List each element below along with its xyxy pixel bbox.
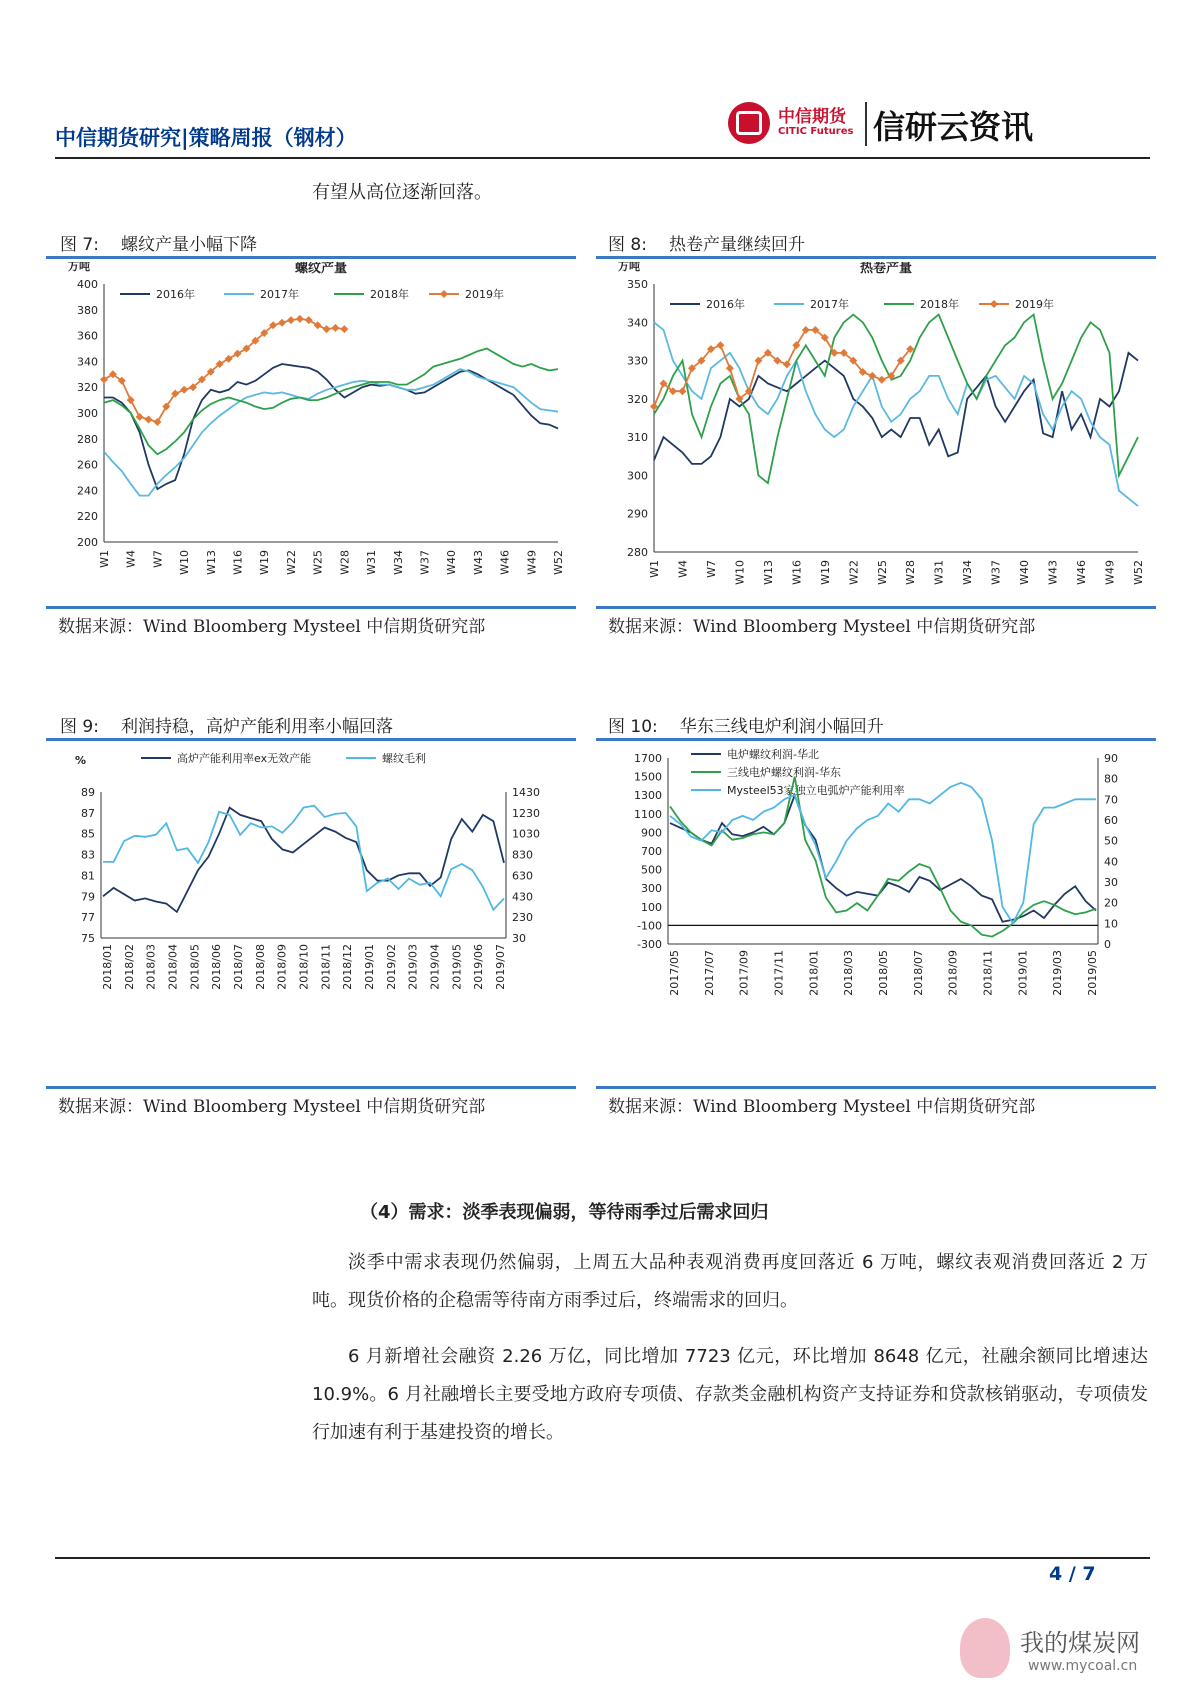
figure-rule bbox=[596, 606, 1156, 609]
left-tick-label: 1300 bbox=[634, 789, 662, 803]
figure-rule bbox=[596, 256, 1156, 259]
x-tick-label: W37 bbox=[989, 560, 1003, 585]
x-tick-label: W43 bbox=[471, 550, 485, 575]
legend-label: Mysteel53家独立电弧炉产能利用率 bbox=[727, 784, 905, 797]
x-tick-label: 2019/03 bbox=[406, 944, 420, 990]
x-tick-label: 2018/02 bbox=[122, 944, 136, 990]
series-line bbox=[104, 369, 558, 496]
x-tick-label: 2018/09 bbox=[275, 944, 289, 990]
x-tick-label: W49 bbox=[1103, 560, 1117, 585]
legend-label: 2019年 bbox=[465, 288, 504, 301]
y-tick-label: 340 bbox=[627, 316, 648, 330]
right-tick-label: 0 bbox=[1104, 938, 1111, 951]
x-tick-label: 2018/03 bbox=[842, 950, 856, 996]
x-tick-label: W43 bbox=[1046, 560, 1060, 585]
watermark-url: www.mycoal.cn bbox=[1028, 1658, 1138, 1674]
legend-label: 螺纹毛利 bbox=[382, 752, 426, 765]
x-tick-label: W16 bbox=[231, 550, 245, 575]
data-point-marker bbox=[127, 396, 135, 404]
data-point-marker bbox=[153, 418, 161, 426]
chart-svg bbox=[46, 744, 576, 1082]
x-tick-label: 2017/07 bbox=[702, 950, 716, 996]
figure-rule bbox=[46, 256, 576, 259]
data-point-marker bbox=[990, 300, 998, 308]
x-tick-label: 2017/11 bbox=[772, 950, 786, 996]
right-tick-label: 10 bbox=[1104, 917, 1118, 931]
x-tick-label: 2018/07 bbox=[232, 944, 245, 990]
legend-label: 2019年 bbox=[1015, 298, 1054, 311]
x-tick-label: W10 bbox=[733, 560, 747, 585]
data-point-marker bbox=[145, 415, 153, 423]
figure-rule bbox=[46, 606, 576, 609]
figure-number: 图 7: bbox=[60, 235, 99, 255]
left-tick-label: 300 bbox=[641, 882, 662, 896]
x-tick-label: W7 bbox=[151, 550, 165, 568]
series-line bbox=[103, 806, 504, 910]
x-tick-label: W46 bbox=[1075, 560, 1089, 585]
legend-label: 高炉产能利用率ex无效产能 bbox=[177, 752, 312, 765]
logo-brand-text: 信研云资讯 bbox=[873, 108, 1034, 146]
left-tick-label: 900 bbox=[641, 826, 662, 840]
section-heading: （4）需求：淡季表现偏弱，等待雨季过后需求回归 bbox=[360, 1202, 769, 1223]
chart-svg bbox=[46, 262, 576, 602]
data-point-marker bbox=[305, 316, 313, 324]
legend-label: 2018年 bbox=[920, 298, 959, 311]
right-tick-label: 30 bbox=[1104, 876, 1118, 889]
chart-blast-furnace-profit bbox=[46, 744, 576, 1082]
left-tick-label: 75 bbox=[81, 932, 95, 945]
data-point-marker bbox=[100, 375, 108, 383]
series-line bbox=[670, 795, 1096, 922]
logo-en-text: CITIC Futures bbox=[778, 126, 854, 137]
right-tick-label: 30 bbox=[512, 932, 526, 945]
left-tick-label: 77 bbox=[81, 911, 95, 925]
x-tick-label: W28 bbox=[904, 560, 918, 585]
legend-label: 2016年 bbox=[156, 288, 195, 301]
x-tick-label: W1 bbox=[98, 550, 111, 568]
right-tick-label: 1030 bbox=[512, 827, 540, 841]
x-tick-label: 2018/05 bbox=[188, 944, 202, 990]
y-axis-label: 万吨 bbox=[618, 262, 640, 273]
x-tick-label: W4 bbox=[676, 560, 690, 578]
left-tick-label: 700 bbox=[641, 845, 662, 858]
x-tick-label: W19 bbox=[258, 550, 272, 575]
paragraph-financing: 6 月新增社会融资 2.26 万亿，同比增加 7723 亿元，环比增加 8648 亿元，社融余额同比增速达 10.9%。6 月社融增长主要受地方政府专项债、存款类金融机构资产支持证券和贷款核销驱动，专项债发行加速有利于基建投资的增长。 bbox=[312, 1346, 1148, 1443]
y-tick-label: 400 bbox=[77, 278, 98, 291]
left-tick-label: 79 bbox=[81, 890, 95, 904]
y-tick-label: 220 bbox=[77, 510, 98, 524]
left-tick-label: 85 bbox=[81, 827, 95, 841]
figure-title: 利润持稳，高炉产能利用率小幅回落 bbox=[120, 717, 393, 737]
watermark bbox=[960, 1618, 1170, 1688]
left-tick-label: 1500 bbox=[634, 770, 662, 784]
x-tick-label: 2019/01 bbox=[1016, 950, 1030, 996]
legend-label: 三线电炉螺纹利润-华东 bbox=[727, 766, 841, 779]
x-tick-label: W31 bbox=[932, 560, 946, 585]
legend-label: 2017年 bbox=[810, 298, 849, 311]
figure-number: 图 9: bbox=[60, 717, 99, 737]
data-point-marker bbox=[878, 376, 886, 384]
left-tick-label: 100 bbox=[641, 900, 662, 914]
x-tick-label: 2019/06 bbox=[472, 944, 486, 990]
citic-logo-icon bbox=[728, 102, 770, 144]
right-tick-label: 90 bbox=[1104, 752, 1118, 765]
right-tick-label: 430 bbox=[512, 890, 533, 904]
figure-source: 数据来源：Wind Bloomberg Mysteel 中信期货研究部 bbox=[608, 617, 1036, 637]
figure-source: 数据来源：Wind Bloomberg Mysteel 中信期货研究部 bbox=[58, 1097, 486, 1117]
figure-7-caption bbox=[60, 230, 257, 255]
figure-rule bbox=[46, 1086, 576, 1089]
legend-label: 电炉螺纹利润-华北 bbox=[727, 748, 819, 761]
watermark-text: 我的煤炭网 bbox=[1020, 1629, 1140, 1657]
y-axis-label: 万吨 bbox=[68, 262, 90, 273]
right-tick-label: 60 bbox=[1104, 814, 1118, 827]
y-tick-label: 330 bbox=[627, 354, 648, 368]
paragraph-demand: 淡季中需求表现仍然偏弱，上周五大品种表观消费再度回落近 6 万吨，螺纹表观消费回落近 2 万吨。现货价格的企稳需等待南方雨季过后，终端需求的回归。 bbox=[312, 1252, 1148, 1311]
x-tick-label: W10 bbox=[178, 550, 192, 575]
x-tick-label: W22 bbox=[847, 560, 861, 585]
figure-rule bbox=[46, 738, 576, 741]
x-tick-label: W25 bbox=[875, 560, 889, 585]
x-tick-label: 2017/05 bbox=[668, 950, 681, 996]
series-line bbox=[670, 777, 1096, 937]
figure-source: 数据来源：Wind Bloomberg Mysteel 中信期货研究部 bbox=[58, 617, 486, 637]
y-tick-label: 300 bbox=[627, 469, 648, 483]
x-tick-label: W37 bbox=[418, 550, 432, 575]
chart-svg bbox=[596, 262, 1156, 602]
left-tick-label: 1100 bbox=[634, 807, 662, 821]
y-tick-label: 360 bbox=[77, 329, 98, 343]
x-tick-label: W40 bbox=[445, 550, 459, 575]
y-tick-label: 340 bbox=[77, 355, 98, 369]
legend-label: 2018年 bbox=[370, 288, 409, 301]
x-tick-label: W7 bbox=[704, 560, 718, 578]
data-point-marker bbox=[868, 372, 876, 380]
x-tick-label: W22 bbox=[284, 550, 298, 575]
data-point-marker bbox=[234, 350, 242, 358]
chart-hrc-output bbox=[596, 262, 1156, 602]
x-tick-label: 2018/11 bbox=[981, 950, 995, 996]
x-tick-label: 2019/07 bbox=[494, 944, 507, 990]
data-point-marker bbox=[716, 341, 724, 349]
left-tick-label: -100 bbox=[637, 919, 662, 933]
left-tick-label: 81 bbox=[81, 869, 95, 883]
data-point-marker bbox=[278, 319, 286, 327]
left-tick-label: 83 bbox=[81, 848, 95, 862]
series-line bbox=[104, 349, 558, 455]
y-tick-label: 240 bbox=[77, 484, 98, 498]
chart-rebar-output bbox=[46, 262, 576, 602]
x-tick-label: W31 bbox=[365, 550, 379, 575]
y-tick-label: 300 bbox=[77, 407, 98, 420]
x-tick-label: W1 bbox=[648, 560, 661, 578]
figure-title: 热卷产量继续回升 bbox=[668, 235, 805, 255]
figure-9-caption bbox=[60, 712, 393, 737]
figure-10-caption bbox=[608, 712, 884, 737]
y-tick-label: 380 bbox=[77, 303, 98, 317]
chart-title: 螺纹产量 bbox=[294, 262, 348, 276]
x-tick-label: W40 bbox=[1018, 560, 1032, 585]
x-tick-label: 2019/04 bbox=[428, 944, 442, 990]
figure-8-caption bbox=[608, 230, 805, 255]
x-tick-label: 2018/01 bbox=[807, 950, 821, 996]
figure-title: 华东三线电炉利润小幅回升 bbox=[679, 717, 884, 737]
right-tick-label: 1230 bbox=[512, 806, 540, 820]
data-point-marker bbox=[678, 387, 686, 395]
x-tick-label: 2018/12 bbox=[341, 944, 355, 990]
figure-title: 螺纹产量小幅下降 bbox=[120, 235, 257, 255]
x-tick-label: 2018/09 bbox=[946, 950, 960, 996]
x-tick-label: W46 bbox=[498, 550, 512, 575]
figure-rule bbox=[596, 738, 1156, 741]
x-tick-label: 2018/04 bbox=[166, 944, 180, 990]
x-tick-label: W13 bbox=[761, 560, 775, 585]
x-tick-label: 2019/05 bbox=[450, 944, 464, 990]
left-tick-label: -300 bbox=[637, 938, 662, 951]
x-tick-label: W52 bbox=[1132, 560, 1145, 585]
y-tick-label: 260 bbox=[77, 458, 98, 472]
x-tick-label: 2018/11 bbox=[319, 944, 333, 990]
figure-number: 图 8: bbox=[608, 235, 647, 255]
x-tick-label: 2018/10 bbox=[297, 944, 311, 990]
x-tick-label: W19 bbox=[818, 560, 832, 585]
x-tick-label: 2019/05 bbox=[1086, 950, 1099, 996]
data-point-marker bbox=[331, 324, 339, 332]
x-tick-label: 2018/03 bbox=[144, 944, 158, 990]
y-tick-label: 320 bbox=[77, 381, 98, 395]
series-line bbox=[654, 315, 1138, 484]
data-point-marker bbox=[296, 315, 304, 323]
left-tick-label: 1700 bbox=[634, 752, 662, 765]
figure-source: 数据来源：Wind Bloomberg Mysteel 中信期货研究部 bbox=[608, 1097, 1036, 1117]
right-tick-label: 20 bbox=[1104, 896, 1118, 910]
header-rule bbox=[55, 157, 1150, 159]
x-tick-label: 2019/03 bbox=[1051, 950, 1065, 996]
left-tick-label: 500 bbox=[641, 863, 662, 877]
x-tick-label: W4 bbox=[124, 550, 138, 568]
figure-rule bbox=[596, 1086, 1156, 1089]
data-point-marker bbox=[314, 321, 322, 329]
x-tick-label: 2018/05 bbox=[877, 950, 890, 996]
x-tick-label: 2018/06 bbox=[210, 944, 224, 990]
series-line bbox=[670, 783, 1096, 924]
x-tick-label: W49 bbox=[525, 550, 539, 575]
data-point-marker bbox=[323, 325, 331, 333]
x-tick-label: W34 bbox=[391, 550, 405, 575]
x-tick-label: W28 bbox=[338, 550, 352, 575]
chart-eaf-profit bbox=[596, 744, 1156, 1082]
data-point-marker bbox=[440, 290, 448, 298]
x-tick-label: W13 bbox=[204, 550, 218, 575]
left-axis-label: % bbox=[75, 754, 87, 767]
right-tick-label: 630 bbox=[512, 869, 533, 883]
chart-svg bbox=[596, 744, 1156, 1082]
data-point-marker bbox=[340, 325, 348, 333]
right-tick-label: 70 bbox=[1104, 793, 1118, 807]
right-tick-label: 230 bbox=[512, 911, 533, 925]
x-tick-label: W25 bbox=[311, 550, 325, 575]
data-point-marker bbox=[287, 316, 295, 324]
data-point-marker bbox=[136, 413, 144, 421]
x-tick-label: 2017/09 bbox=[737, 950, 751, 996]
y-tick-label: 280 bbox=[627, 546, 648, 559]
page-number: 4 / 7 bbox=[1049, 1563, 1096, 1585]
right-tick-label: 1430 bbox=[512, 786, 540, 799]
y-tick-label: 350 bbox=[627, 278, 648, 291]
right-tick-label: 830 bbox=[512, 848, 533, 862]
y-tick-label: 280 bbox=[77, 432, 98, 446]
chart-title: 热卷产量 bbox=[859, 262, 913, 276]
right-tick-label: 80 bbox=[1104, 772, 1118, 786]
logo-cn-text: 中信期货 bbox=[778, 107, 846, 127]
right-tick-label: 40 bbox=[1104, 855, 1118, 869]
data-point-marker bbox=[180, 386, 188, 394]
left-tick-label: 89 bbox=[81, 786, 95, 799]
data-point-marker bbox=[726, 364, 734, 372]
x-tick-label: 2019/01 bbox=[363, 944, 376, 990]
x-tick-label: W16 bbox=[790, 560, 804, 585]
y-tick-label: 320 bbox=[627, 392, 648, 406]
legend-label: 2016年 bbox=[706, 298, 745, 311]
series-line bbox=[103, 808, 504, 912]
report-header-title: 中信期货研究|策略周报（钢材） bbox=[55, 126, 357, 150]
x-tick-label: W34 bbox=[961, 560, 975, 585]
y-tick-label: 290 bbox=[627, 507, 648, 521]
intro-text: 有望从高位逐渐回落。 bbox=[312, 182, 492, 203]
figure-number: 图 10: bbox=[608, 717, 658, 737]
series-line bbox=[104, 319, 344, 422]
data-point-marker bbox=[225, 355, 233, 363]
x-tick-label: 2019/02 bbox=[384, 944, 398, 990]
x-tick-label: 2018/08 bbox=[253, 944, 267, 990]
citic-logo bbox=[728, 100, 1058, 152]
footer-rule bbox=[55, 1557, 1150, 1559]
legend-label: 2017年 bbox=[260, 288, 299, 301]
y-tick-label: 200 bbox=[77, 536, 98, 549]
x-tick-label: W52 bbox=[552, 550, 565, 575]
right-tick-label: 50 bbox=[1104, 834, 1118, 848]
x-tick-label: 2018/01 bbox=[101, 944, 114, 990]
y-tick-label: 310 bbox=[627, 431, 648, 445]
left-tick-label: 87 bbox=[81, 806, 95, 820]
logo-divider bbox=[865, 102, 867, 146]
data-point-marker bbox=[783, 360, 791, 368]
x-tick-label: 2018/07 bbox=[911, 950, 925, 996]
flame-logo-icon bbox=[960, 1618, 1010, 1678]
